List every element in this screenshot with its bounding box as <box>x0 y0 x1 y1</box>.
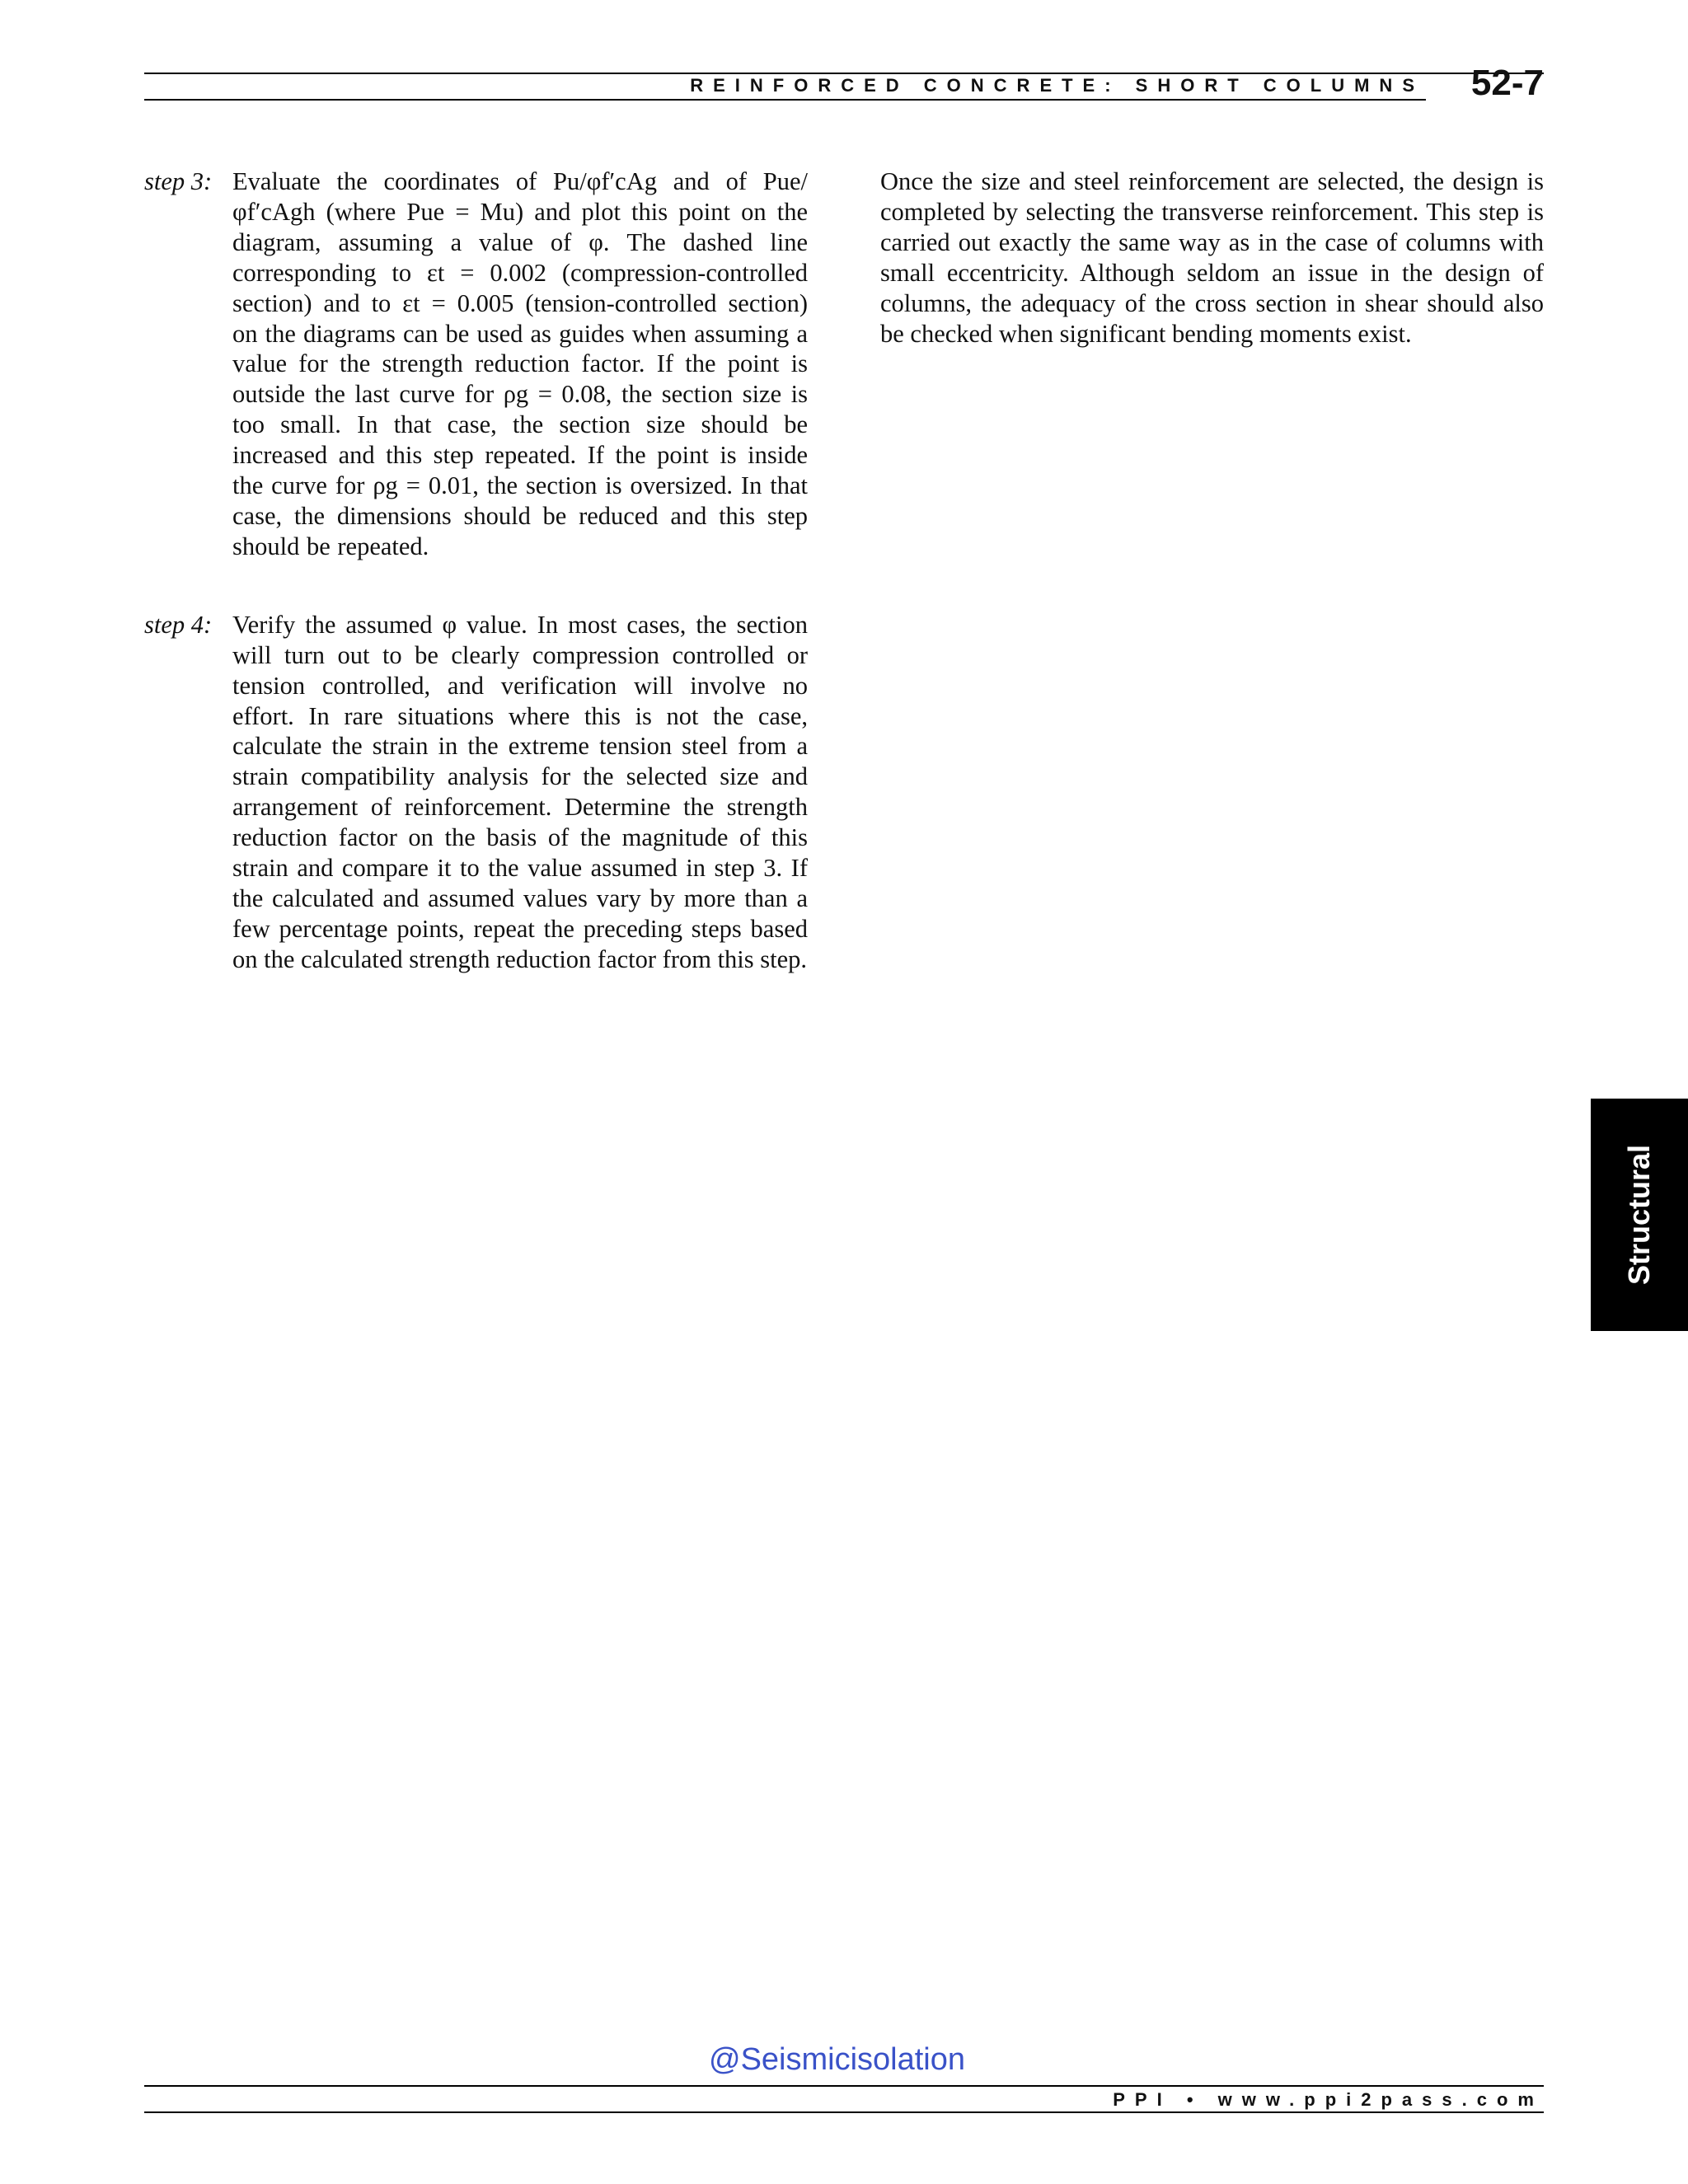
publisher-line: PPI • www.ppi2pass.com <box>1113 2089 1544 2110</box>
step-4-text: Verify the assumed φ value. In most cases, the section will turn out to be clearly compression controlled or tension controlled, and verification will involve no effort. In rare situations where this is not the case, calculate the strain in the extreme tension steel from a strain compatibility analysis for the selected size and arrangement of reinforcement. Determine the strength reduction factor on the basis of the magnitude of this strain and compare it to the value assumed in step 3. If the calculated and assumed values vary by more than a few percentage points, repeat the preceding steps based on the calculated strength reduction factor from this step. <box>232 610 808 973</box>
step-4 <box>144 610 808 975</box>
watermark: @Seismicisolation <box>709 2042 966 2077</box>
left-column <box>144 166 808 975</box>
section-tab <box>1591 1099 1688 1331</box>
right-column <box>880 166 1544 349</box>
section-tab-label: Structural <box>1622 1144 1656 1286</box>
header-top-rule <box>144 73 1544 74</box>
footer-bottom-rule <box>144 2111 1544 2113</box>
step-3-text: Evaluate the coordinates of Pu/φf′cAg and of Pue/φf′cAgh (where Pue = Mu) and plot this point on the diagram, assuming a value of φ. The dashed line corresponding to εt = 0.002 (compression-controlled section) and to εt = 0.005 (tension-controlled section) on the diagrams can be used as guides when assuming a value for the strength reduction factor. If the point is outside the last curve for ρg = 0.08, the section size is too small. In that case, the section size should be increased and this step repeated. If the point is inside the curve for ρg = 0.01, the section is oversized. In that case, the dimensions should be reduced and this step should be repeated. <box>232 167 808 560</box>
header-bottom-rule <box>144 99 1426 101</box>
page-header <box>144 63 1544 103</box>
step-4-label: step 4: <box>144 610 213 639</box>
running-title: REINFORCED CONCRETE: SHORT COLUMNS <box>690 75 1424 96</box>
right-paragraph: Once the size and steel reinforcement are selected, the design is completed by selecting the transverse reinforcement. This step is carried out exactly the same way as in the case of columns with small eccentricity. Although seldom an issue in the design of columns, the adequacy of the cross section in shear should also be checked when significant bending moments exist. <box>880 167 1544 348</box>
footer-top-rule <box>144 2085 1544 2087</box>
page-number: 52-7 <box>1470 63 1544 103</box>
page-footer <box>144 2085 1544 2113</box>
step-3-label: step 3: <box>144 167 213 195</box>
step-3 <box>144 166 808 562</box>
